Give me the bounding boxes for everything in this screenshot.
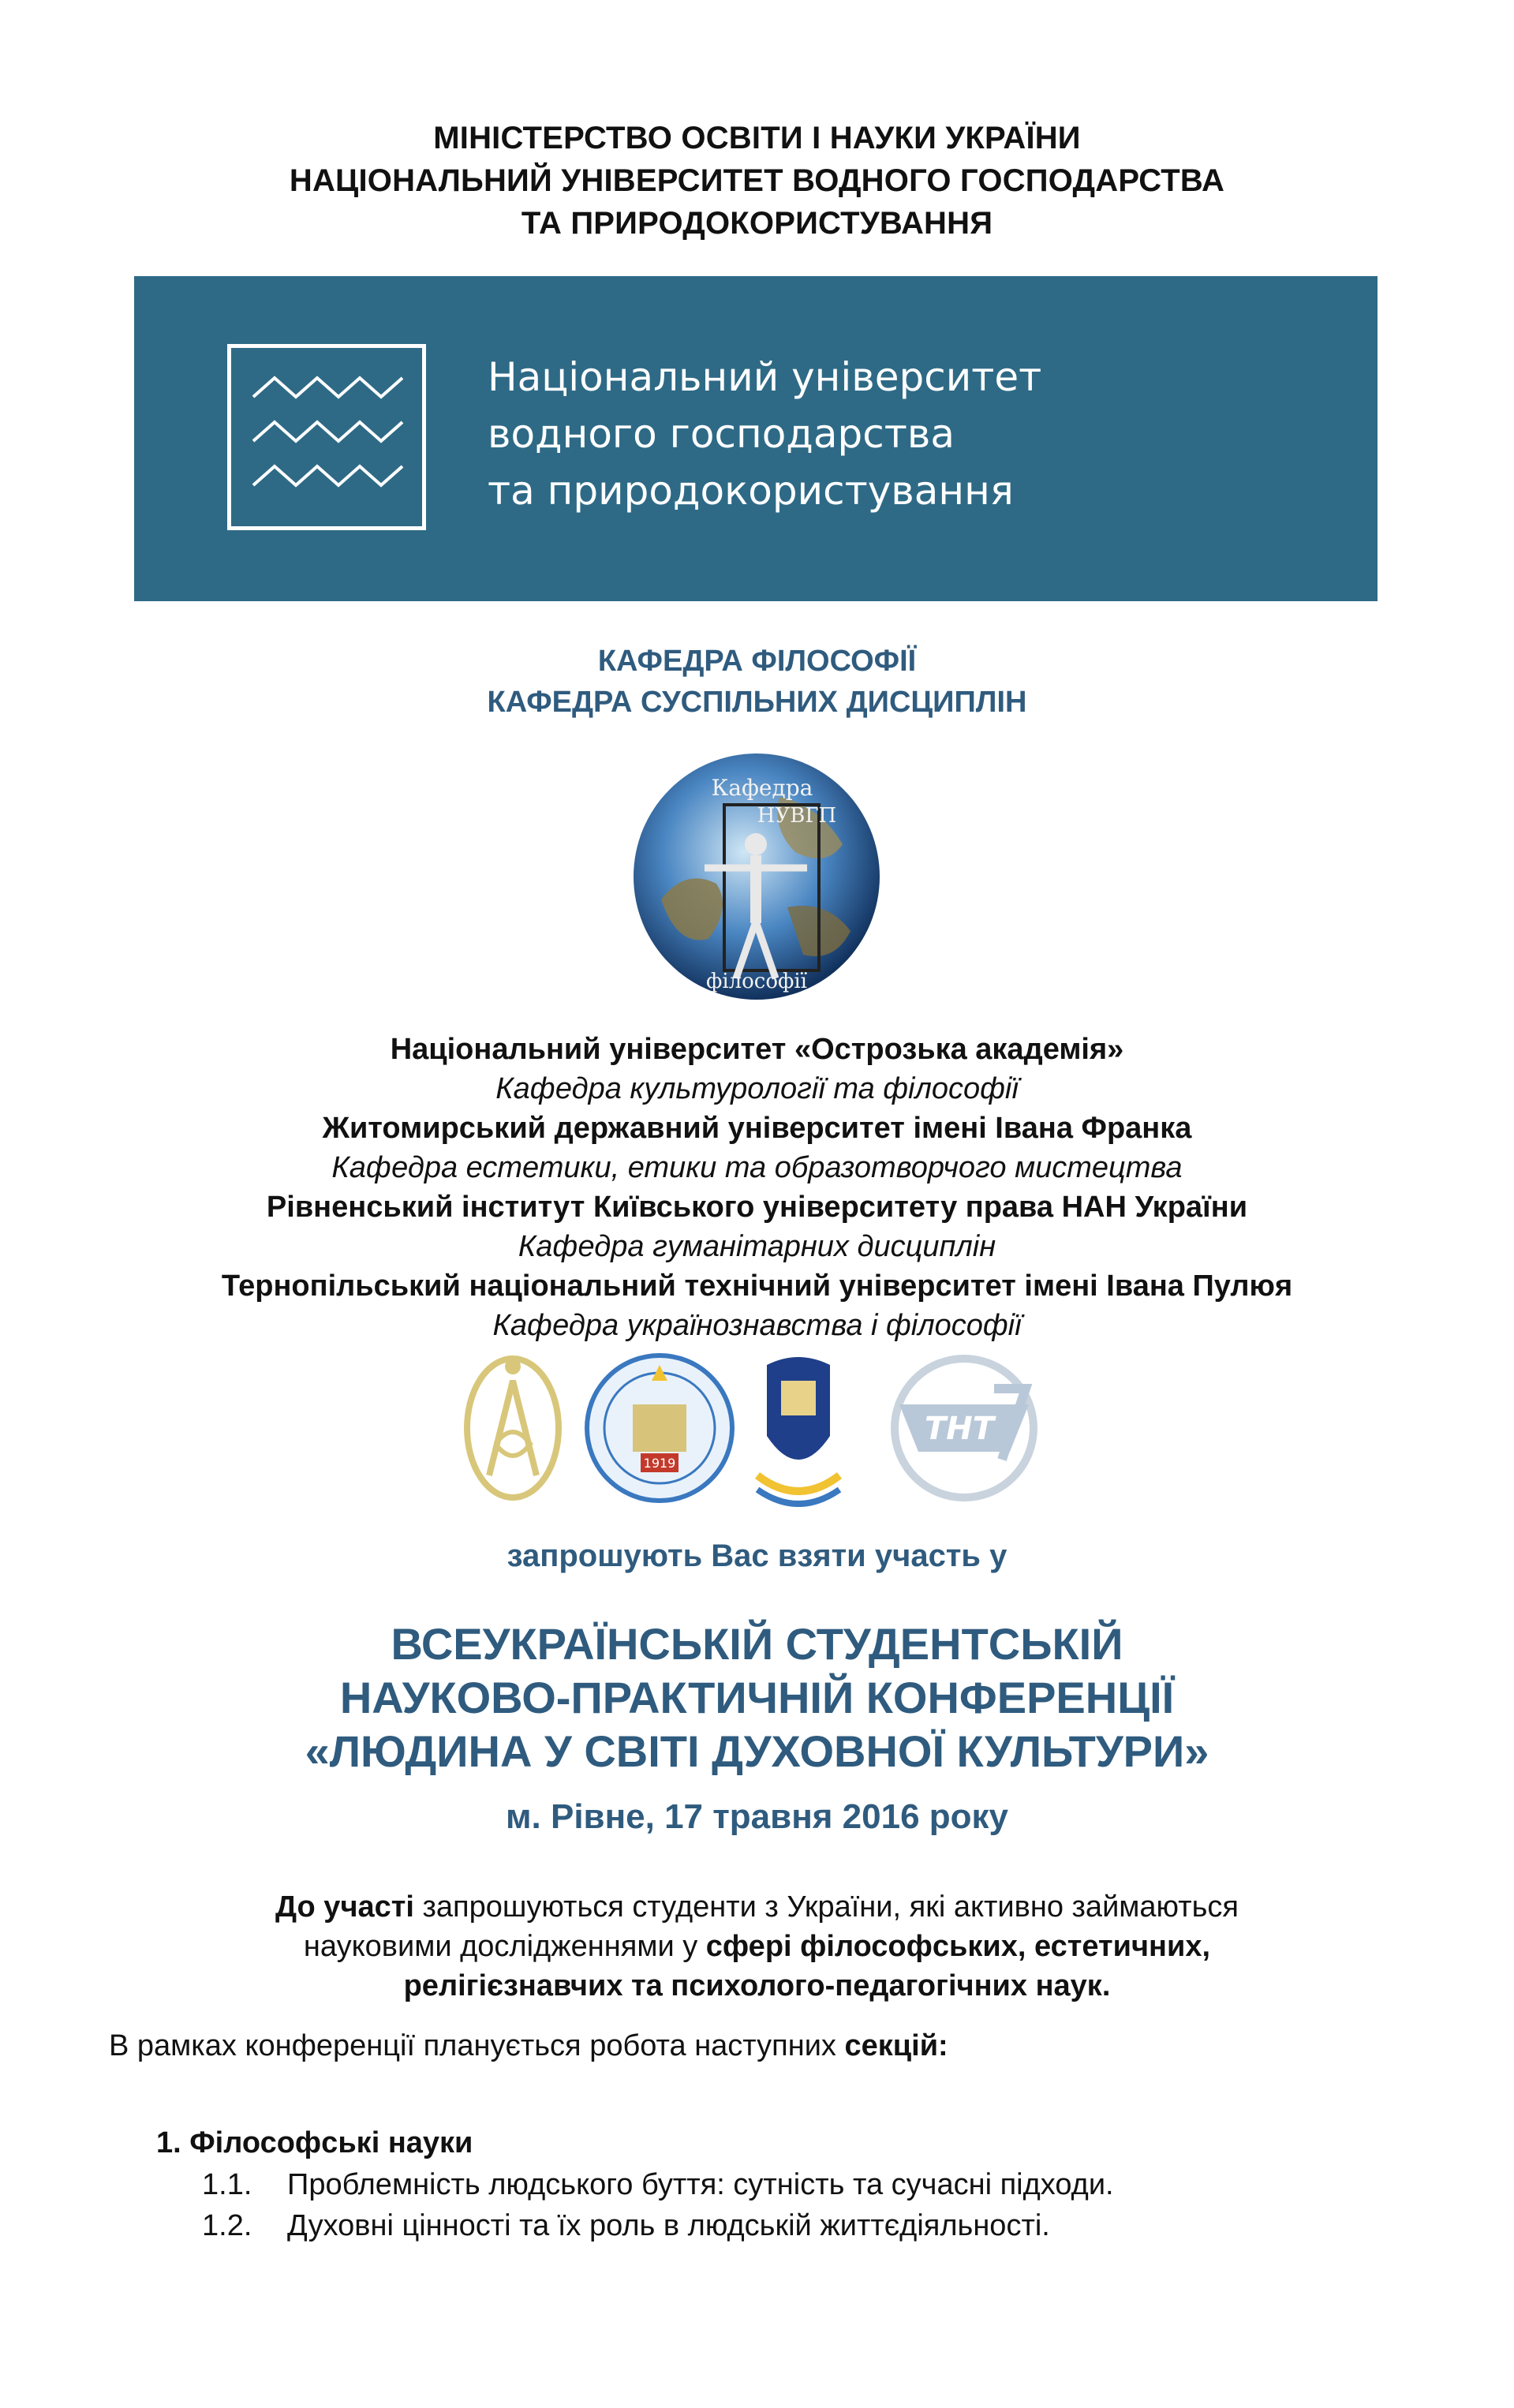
participation-text-1: запрошуються студенти з України, які активно займаються (413, 1890, 1239, 1924)
participation-bold-3: релігієзнавчих та психолого-педагогічних наук. (403, 1969, 1111, 2002)
partner-universities (0, 1030, 1514, 1345)
partner-department: Кафедра українознавства і філософії (492, 1309, 1022, 1342)
partner-department: Кафедра культурології та філософії (495, 1072, 1019, 1105)
partner-department: Кафедра естетики, етики та образотворчого мистецтва (331, 1151, 1183, 1184)
header-line-1: МІНІСТЕРСТВО ОСВІТИ І НАУКИ УКРАЇНИ (433, 121, 1081, 155)
departments (0, 641, 1514, 723)
participation-bold-1: До участі (275, 1890, 414, 1924)
partner-university: Рівненський інститут Київського університету права НАН України (266, 1191, 1248, 1224)
partner-university: Житомирський державний університет імені Івана Франка (322, 1112, 1192, 1145)
waves-icon (231, 348, 422, 526)
ternopil-abbr: ТНТ (924, 1411, 995, 1447)
zhytomyr-year: 1919 (643, 1456, 676, 1471)
department-social: КАФЕДРА СУСПІЛЬНИХ ДИСЦИПЛІН (487, 686, 1027, 719)
emblem-top-text: Кафедра (711, 775, 813, 801)
subsection-item (202, 2209, 1050, 2243)
zhytomyr-university-logo (587, 1355, 732, 1501)
subsection-item (202, 2168, 1114, 2202)
participation-line-1 (0, 1887, 1514, 1927)
subsection-number: 1.1. (202, 2168, 252, 2201)
conference-title-line-2: НАУКОВО-ПРАКТИЧНІЙ КОНФЕРЕНЦІЇ (339, 1673, 1175, 1722)
subsection-text: Духовні цінності та їх роль в людській життєдіяльності. (287, 2209, 1050, 2242)
partner-department: Кафедра гуманітарних дисциплін (518, 1230, 996, 1263)
conference-date: м. Рівне, 17 травня 2016 року (505, 1797, 1009, 1836)
subsection-number: 1.2. (202, 2209, 252, 2242)
sections-intro (109, 2029, 948, 2063)
banner-line-1: Національний університет (488, 354, 1042, 400)
header-line-2: НАЦІОНАЛЬНИЙ УНІВЕРСИТЕТ ВОДНОГО ГОСПОДАРСТВА (289, 163, 1225, 198)
header-line-3: ТА ПРИРОДОКОРИСТУВАННЯ (521, 206, 993, 241)
emblem-nuvgp-text: НУВГП (757, 804, 837, 828)
philosophy-department-emblem (630, 750, 884, 1004)
ostroh-academy-logo (467, 1359, 559, 1498)
participation-text-2: науковими дослідженнями у (303, 1930, 706, 1963)
section-title: 1. Філософські науки (156, 2126, 473, 2159)
sections-intro-bold: секцій: (844, 2029, 948, 2062)
participation-paragraph (0, 1887, 1514, 2006)
participation-line-3 (0, 1966, 1514, 2006)
ternopil-university-logo (895, 1359, 1034, 1498)
invitation-text: запрошують Вас взяти участь у (507, 1539, 1007, 1573)
conference-title-line-3: «ЛЮДИНА У СВІТІ ДУХОВНОЇ КУЛЬТУРИ» (305, 1726, 1209, 1776)
emblem-bottom-text: філософії (705, 970, 808, 993)
waves-logo (227, 344, 426, 530)
globe-emblem-icon (630, 750, 884, 1004)
partner-logos (458, 1349, 1057, 1507)
ministry-header (0, 117, 1514, 245)
partner-university: Тернопільський національний технічний університет імені Івана Пулюя (221, 1269, 1293, 1303)
subsection-text: Проблемність людського буття: сутність та сучасні підходи. (287, 2168, 1114, 2201)
participation-line-2 (0, 1927, 1514, 1966)
rivne-institute-logo (757, 1357, 839, 1504)
partner-university: Національний університет «Острозька академія» (390, 1033, 1124, 1066)
sections-intro-text: В рамках конференції планується робота наступних (109, 2029, 845, 2062)
banner-line-2: водного господарства (488, 411, 955, 457)
banner-line-3: та природокористування (488, 468, 1014, 514)
conference-title-line-1: ВСЕУКРАЇНСЬКІЙ СТУДЕНТСЬКІЙ (391, 1619, 1123, 1669)
university-banner (134, 276, 1378, 601)
participation-bold-2: сфері філософських, естетичних, (705, 1930, 1211, 1963)
department-philosophy: КАФЕДРА ФІЛОСОФІЇ (597, 645, 917, 678)
banner-university-name (488, 349, 1041, 519)
conference-title (0, 1617, 1514, 1778)
